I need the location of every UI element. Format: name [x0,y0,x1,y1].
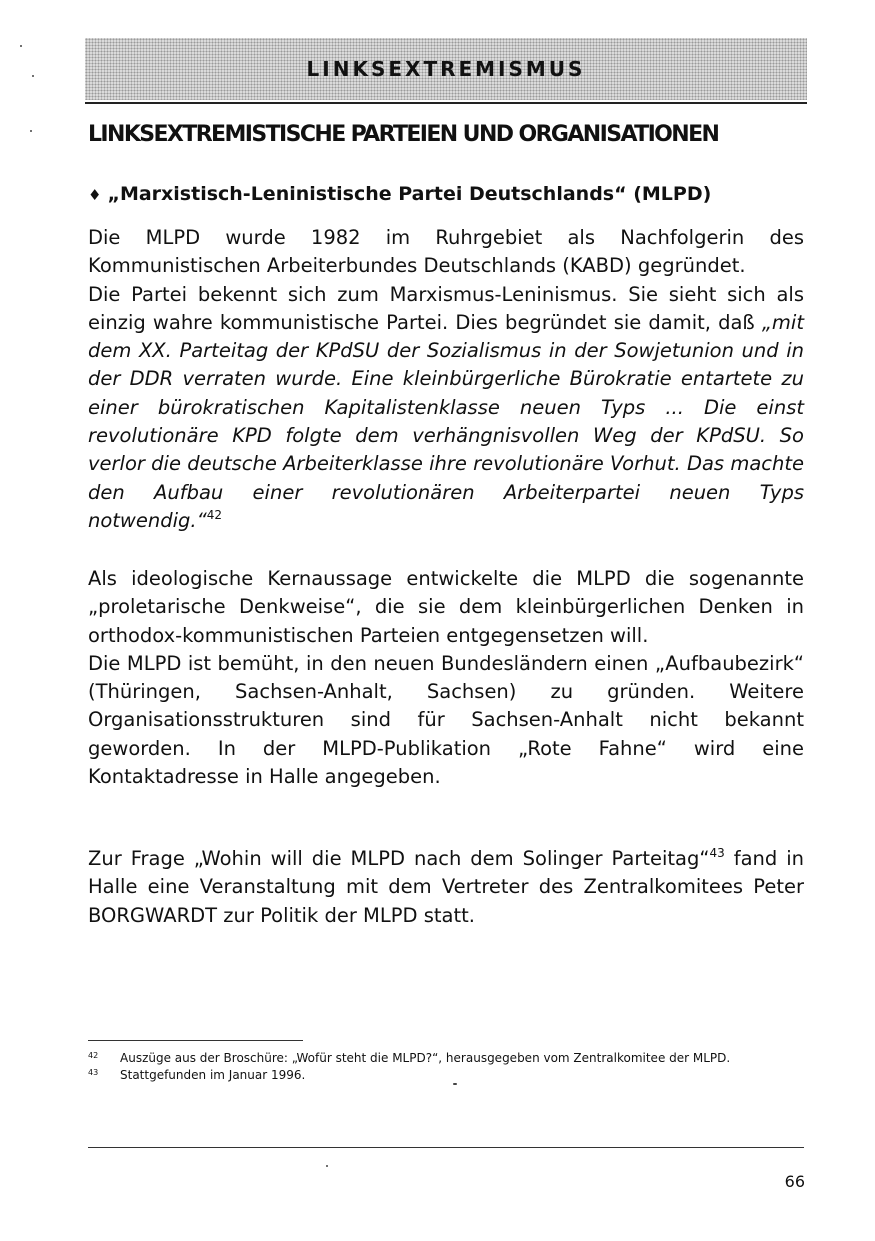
section-heading: LINKSEXTREMISTISCHE PARTEIEN UND ORGANISATIONEN [88,122,719,147]
page-number: 66 [784,1172,805,1191]
body-block-2 [88,565,804,791]
chapter-title: LINKSEXTREMISMUS [306,57,586,81]
paragraph-event-part-a: Zur Frage „Wohin will die MLPD nach dem Solinger Parteitag“ [88,847,710,870]
footnote-divider [88,1040,303,1041]
footnote-number: 42 [88,1051,99,1060]
party-heading [88,180,803,209]
party-heading-text: „Marxistisch-Leninistische Partei Deutschlands“ (MLPD) [107,183,712,205]
paragraph-core-statement: Als ideologische Kernaussage entwickelte die MLPD die sogenannte „proletarische Denkweise“, die sie dem kleinbürgerlichen Denken in orthodox-kommunistischen Parteien entgegensetzen will. [88,567,804,647]
paragraph-founding: Die MLPD wurde 1982 im Ruhrgebiet als Nachfolgerin des Kommunistischen Arbeiterbundes Deutschlands (KABD) gegründet. [88,226,804,278]
footnotes [88,1050,804,1084]
footnote-text: Stattgefunden im Januar 1996. [120,1068,306,1082]
diamond-bullet-icon: ♦ [88,186,102,204]
paragraph-ideology-intro: Die Partei bekennt sich zum Marxismus-Leninismus. Sie sieht sich als einzig wahre kommunistische Partei. Dies begründet sie damit, daß [88,282,804,334]
chapter-banner [85,38,807,100]
paragraph-organisation: Die MLPD ist bemüht, in den neuen Bundesländern einen „Aufbaubezirk“ (Thüringen, Sachsen-Anhalt, Sachsen) zu gründen. Weitere Organisationsstrukturen sind für Sachsen-Anhalt nicht bekannt geworden. In der MLPD-Publikation „Rote Fahne“ wird eine Kontaktadresse in Halle angegeben. [88,651,804,789]
footnote-item [88,1050,804,1066]
scan-speck [30,130,32,132]
footnote-ref-43: 43 [709,846,725,860]
footer-divider [88,1147,804,1148]
banner-divider [85,102,807,104]
scan-speck [20,45,22,47]
paragraph-event [88,845,804,930]
footnote-item [88,1067,804,1083]
footnote-number: 43 [88,1068,99,1077]
body-block-1 [88,224,804,535]
footnote-text: Auszüge aus der Broschüre: „Wofür steht die MLPD?“, herausgegeben vom Zentralkomitee der MLPD. [120,1051,731,1065]
body-block-3 [88,845,804,930]
scan-speck [326,1165,328,1167]
quote-text: „mit dem XX. Parteitag der KPdSU der Sozialismus in der Sowjetunion und in der DDR verraten wurde. Eine kleinbürgerliche Bürokratie entartete zu einer bürokratischen Kapitalistenklasse neuen Typs ... Die einst revolutionäre KPD folgte dem verhängnisvollen Weg der KPdSU. So verlor die deutsche Arbeiterklasse ihre revolutionäre Vorhut. Das machte den Aufbau einer revolutionären Arbeiterpartei neuen Typs notwendig.“ [88,310,804,532]
footnote-ref-42: 42 [206,507,222,522]
scan-speck [453,1083,457,1085]
scan-speck [32,75,34,77]
paragraph-ideology [88,281,804,536]
paragraph-event-part-b: fand in Halle eine Veranstaltung mit dem Vertreter des Zentralkomitees Peter BORGWARDT zur Politik der MLPD statt. [88,847,804,927]
